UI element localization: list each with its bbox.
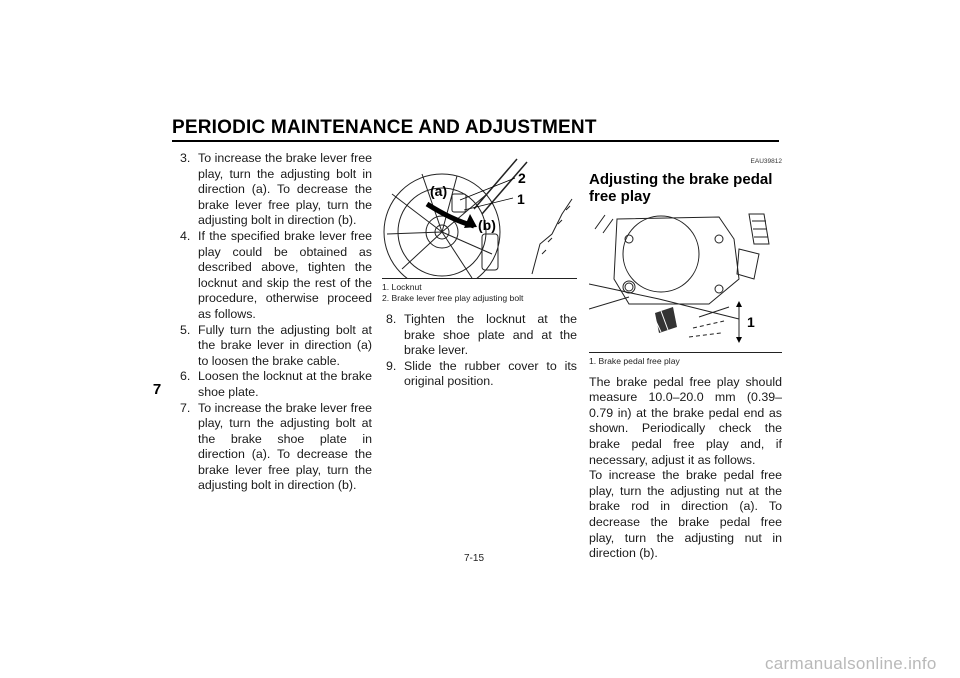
step-list-2: [382, 312, 577, 390]
column-3: [589, 154, 782, 562]
brake-pedal-figure: [589, 209, 782, 353]
step-item: 5. Fully turn the adjusting bolt at the brake lever in direction (a) to loosen the brake cable.: [180, 322, 372, 368]
column-1: [176, 151, 372, 494]
caption-item: 1. Brake pedal free play: [589, 355, 680, 366]
label-a: (a): [430, 183, 448, 199]
figure1-captions: [382, 282, 577, 304]
page-header-title: PERIODIC MAINTENANCE AND ADJUSTMENT: [172, 117, 597, 138]
chapter-tab: 7: [152, 380, 162, 398]
brake-shoe-plate-illustration: [382, 154, 577, 278]
label-2: 2: [518, 170, 526, 186]
brake-pedal-illustration: [589, 209, 782, 352]
step-item: 6. Loosen the locknut at the brake shoe plate.: [180, 369, 372, 399]
step-item: 3. To increase the brake lever free play, turn the adjusting bolt in direction (a). To decrease the brake lever free play, turn the adjusting bolt in direction (b).: [180, 151, 372, 228]
caption-item: 1. Locknut: [382, 282, 422, 292]
label-1: 1: [517, 191, 525, 207]
label-1: 1: [747, 313, 755, 330]
brake-shoe-plate-figure: [382, 154, 577, 279]
figure2-captions: [589, 356, 782, 367]
paragraph-1: The brake pedal free play should measure 10.0–20.0 mm (0.39–0.79 in) at the brake pedal end as shown. Periodically check the brake pedal free play and, if necessary, adjust it as follows.: [589, 374, 782, 467]
section-code: EAU39812: [750, 158, 782, 165]
caption-item: 2. Brake lever free play adjusting bolt: [382, 293, 524, 303]
step-item: 7. To increase the brake lever free play, turn the adjusting bolt at the brake shoe plate in direction (a). To decrease the brake lever free play, turn the adjusting bolt in direction (b).: [180, 400, 372, 493]
header-rule: [172, 140, 779, 142]
step-item: 9. Slide the rubber cover to its original position.: [386, 358, 577, 389]
label-b: (b): [478, 217, 496, 233]
paragraph-2: To increase the brake pedal free play, turn the adjusting nut at the brake rod in direction (a). To decrease the brake pedal free play, turn the adjusting nut in direction (b).: [589, 468, 782, 561]
watermark: carmanualsonline.info: [765, 654, 937, 673]
column-2: [382, 154, 577, 390]
step-item: 4. If the specified brake lever free play could be obtained as described above, tighten the locknut and skip the rest of the procedure, otherwise proceed as follows.: [180, 228, 372, 321]
step-list-1: [176, 151, 372, 494]
page-number: 7-15: [464, 553, 485, 564]
step-item: 8. Tighten the locknut at the brake shoe plate and at the brake lever.: [386, 312, 577, 358]
section-title: Adjusting the brake pedal free play: [589, 170, 773, 205]
